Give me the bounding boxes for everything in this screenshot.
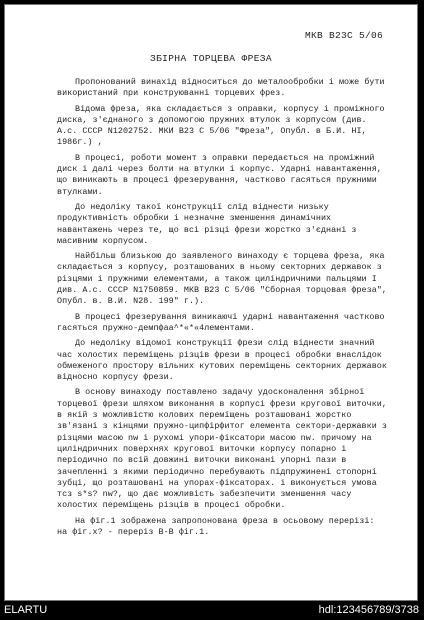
document-title: ЗБІРНА ТОРЦЕВА ФРЕЗА xyxy=(149,53,273,64)
document-body xyxy=(57,77,387,542)
paragraph: До недоліку відомої конструкції фрези слід віднести значний час холостих переміщень різців фрези в процесі обробки внаслідок обмеженого простору вільних кутових переміщень секторних державок відносно корпусу фрези. xyxy=(57,338,387,383)
repository-footer xyxy=(0,601,424,620)
paragraph: До недоліку такої конструкції слід віднести низьку продуктивність обробки і незначне зменшення динамічних навантажень через те, що всі різці фрези жорстко з'єднані з масивним корпусом. xyxy=(57,201,357,246)
classification-code: МКВ B23C 5/06 xyxy=(304,30,383,41)
document-page xyxy=(4,4,418,601)
paragraph: В основу винаходу поставлено задачу удосконалення збірної торцевої фрези шляхом виконання в корпусі фрези кругової виточки, в якій з можливістю колових переміщень розташовані жорстко зв'язані з кінцями пружно-ципфірфитог елемента сектори-державки з різцями масою nw і рухомі упори-фіксатори масою nw. причому на циліндричних поверхнях кругової виточки корпусу попарно і періодично по всій довжині виточки виконані упорні пази в зачепленні з якими періодично перебувають підпружинені стопорні зубці, що розташовані на упорах-фіксаторах. і виконується умова тсз s*s? nw?, що дає можливість забезпечити зменшення часу холостих переміщень різців в процесі обробки. xyxy=(57,387,387,511)
paragraph: Найбільш близькою до заявленого винаходу є торцева фреза, яка складається з корпусу, розташованих в ньому секторних державок з різцями і пружними елементами, а також циліндричними пальцями І див. А.с. СССР N1750859. МКВ B23 С 5/06 "Сборная торцовая фреза", Опубл. в. В.И. N28. 199" г.). xyxy=(57,251,387,307)
paragraph: В процесі, роботи момент з оправки передається на проміжний диск і далі через болти на втулки і корпус. Ударні навантаження, що виникають в процесі фрезерування, частково гасяться пружними втулками. xyxy=(57,152,382,197)
repository-name: ELARTU xyxy=(4,604,48,616)
paragraph: На фіг.1 зображена запропонована фреза в осьовому перерізі: на фіг.x? - переріз В-В фіг.1. xyxy=(57,515,375,537)
paragraph: В процесі фрезерування виникаючі ударні навантаження частково гасяться пружно-демпфаа^*«*«4лементами. xyxy=(57,311,385,333)
paragraph: Пропонований винахід відноситься до металообробки і може бути використаний при конструюванні торцевих фрез. xyxy=(57,77,385,99)
handle-identifier[interactable]: hdl:123456789/3738 xyxy=(318,604,419,616)
paragraph: Відома фреза, яка складається з оправки, корпусу і проміжного диска, з'єднаного з допомогою пружних втулок з корпусом (див. А.с. СССР N1202752. МКИ B23 С 5/06 "Фреза", Опубл. в Б.И. HI, 1986г.) , xyxy=(57,103,385,148)
